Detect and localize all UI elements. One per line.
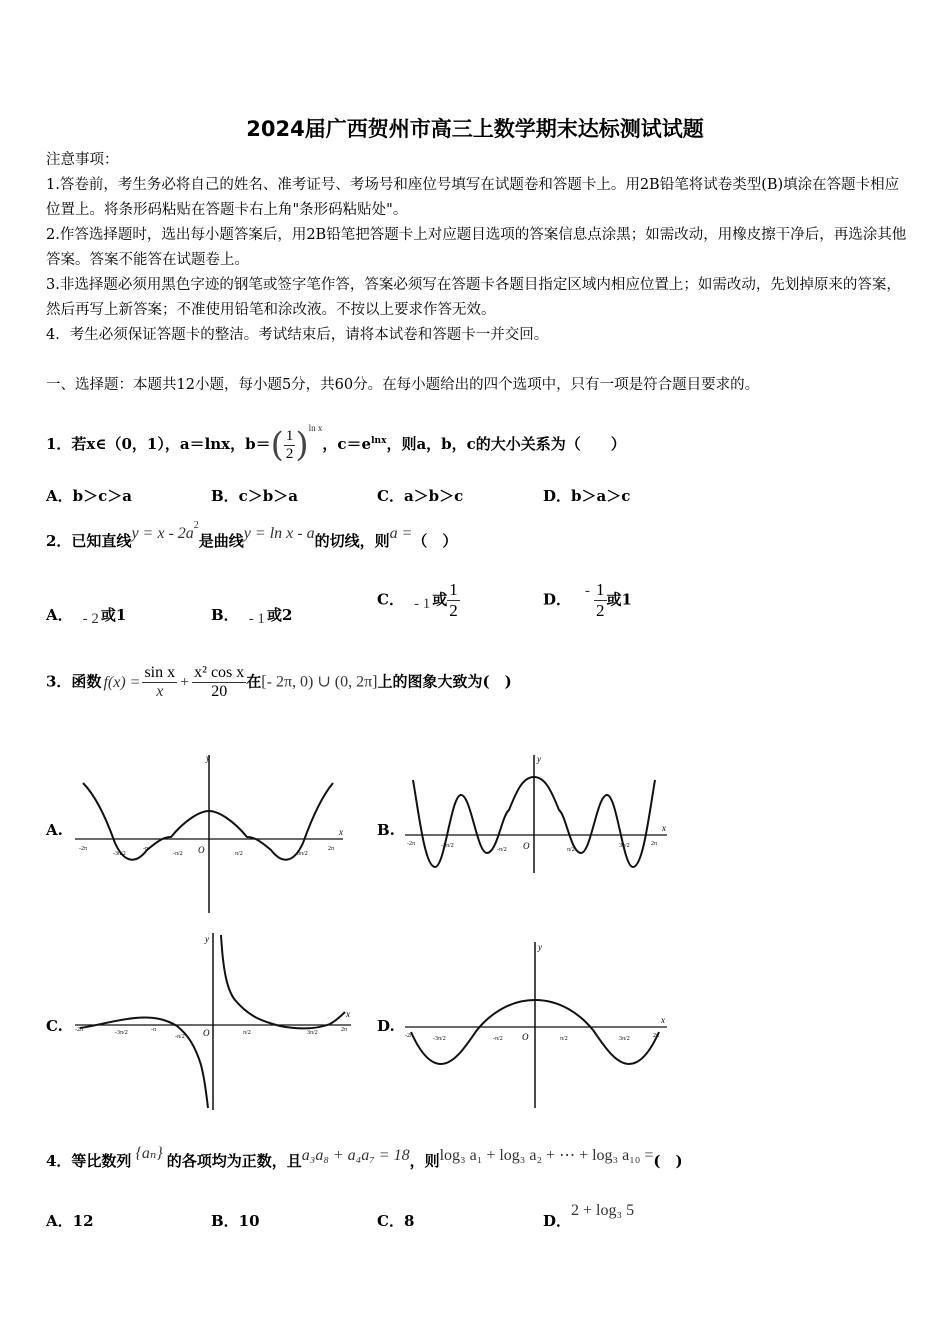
svg-text:-π/2: -π/2 — [173, 851, 183, 857]
q3-fx: f(x) = — [103, 673, 141, 691]
q2-stem-1: 2．已知直线 — [46, 532, 132, 550]
q1-b-den: 2 — [285, 445, 294, 462]
q3-option-a-label[interactable]: A. — [46, 821, 63, 839]
q4-stem-1: 4．等比数列 — [46, 1152, 132, 1170]
svg-text:3π/2: 3π/2 — [619, 843, 630, 849]
svg-text:x: x — [662, 823, 666, 833]
svg-text:-π/2: -π/2 — [175, 1034, 185, 1040]
q2-option-d[interactable] — [543, 580, 632, 621]
q2-option-c-v1: - 1 — [413, 595, 431, 612]
svg-text:π/2: π/2 — [243, 1030, 251, 1036]
question-3 — [46, 664, 512, 701]
q3-graph-a[interactable] — [75, 755, 350, 915]
q2-option-c[interactable] — [377, 580, 460, 621]
q4-option-d-math: 2 + log₃ 5 — [571, 1202, 635, 1219]
curve-left — [80, 1017, 208, 1108]
q3-term1-den: x — [156, 683, 164, 700]
q3-term2-num: x² cos x — [194, 664, 245, 681]
svg-text:-3π/2: -3π/2 — [113, 851, 126, 857]
svg-text:3π/2: 3π/2 — [619, 1036, 630, 1042]
q2-option-b-v2: 2 — [281, 606, 293, 624]
svg-text:O: O — [522, 1032, 529, 1042]
svg-text:3π/2: 3π/2 — [297, 851, 308, 857]
svg-text:y: y — [537, 755, 541, 764]
q3-term1 — [142, 664, 177, 701]
q4-stem-4: ( ) — [653, 1152, 683, 1170]
svg-text:O: O — [203, 1028, 210, 1038]
q2-option-d-label: D． — [543, 590, 572, 609]
q2-option-d-or: 或 — [606, 590, 622, 609]
svg-text:y: y — [538, 942, 542, 952]
q4-option-a[interactable]: A．12 — [46, 1212, 94, 1230]
q2-line-sup: 2 — [193, 520, 199, 531]
question-2 — [46, 520, 458, 551]
q2-curve-eq: y = ln x - a — [243, 525, 315, 542]
svg-text:-π: -π — [143, 846, 149, 852]
svg-text:-3π/2: -3π/2 — [115, 1030, 128, 1036]
q3-graph-c[interactable] — [75, 930, 355, 1112]
q2-var: a = — [389, 525, 413, 542]
notice-heading: 注意事项： — [46, 152, 119, 168]
q2-option-b-label: B． — [211, 606, 239, 624]
q2-option-b-or: 或 — [266, 606, 282, 624]
q2-option-a-or: 或 — [100, 606, 116, 624]
svg-text:π/2: π/2 — [235, 851, 243, 857]
q1-option-c[interactable]: C．a＞b＞c — [377, 487, 464, 505]
q2-option-b[interactable] — [211, 604, 292, 625]
q2-option-d-den: 2 — [596, 601, 605, 620]
q4-option-c[interactable]: C．8 — [377, 1212, 415, 1230]
q2-stem-4: （ ） — [412, 532, 458, 550]
q3-option-d-label[interactable]: D. — [377, 1017, 395, 1035]
svg-text:π/2: π/2 — [567, 847, 575, 853]
q2-option-a[interactable] — [46, 604, 126, 625]
q3-plus: + — [180, 673, 190, 691]
q1-stem-1: 1．若x∈（0，1），a＝lnx，b＝ — [46, 435, 271, 453]
question-4 — [46, 1145, 683, 1171]
section-heading: 一、选择题：本题共12小题，每小题5分，共60分。在每小题给出的四个选项中，只有一项是符合题目要求的。 — [46, 377, 760, 393]
q4-stem-2: 的各项均为正数，且 — [166, 1152, 302, 1170]
svg-text:2π: 2π — [651, 841, 658, 847]
svg-text:y: y — [206, 755, 210, 763]
q2-stem-2: 是曲线 — [198, 532, 244, 550]
svg-text:-3π/2: -3π/2 — [441, 843, 454, 849]
q4-option-d[interactable] — [543, 1202, 635, 1231]
notice-item-2: 2.作答选择题时，选出每小题答案后，用2B铅笔把答题卡上对应题目选项的答案信息点涂黑；如需改动，用橡皮擦干净后，再选涂其他答案。答案不能答在试题卷上。 — [46, 227, 907, 268]
q2-option-c-or: 或 — [432, 590, 448, 609]
q1-b-exponent: ln x — [308, 423, 323, 433]
svg-text:-2π: -2π — [405, 1033, 414, 1039]
q4-option-b[interactable]: B．10 — [211, 1212, 260, 1230]
svg-text:x: x — [661, 1015, 665, 1025]
page-title: 2024届广西贺州市高三上数学期末达标测试试题 — [246, 117, 704, 141]
q4-option-d-label: D． — [543, 1212, 572, 1230]
q2-option-a-v1: - 2 — [82, 611, 99, 627]
q2-option-c-num: 1 — [449, 580, 458, 599]
notice-item-4: 4．考生必须保证答题卡的整洁。考试结束后，请将本试卷和答题卡一并交回。 — [46, 327, 549, 343]
svg-text:π/2: π/2 — [560, 1036, 568, 1042]
q3-stem-3: 上的图象大致为( ) — [377, 672, 512, 691]
q3-option-b-label[interactable]: B. — [377, 821, 395, 839]
notice-item-1: 1.答卷前，考生务必将自己的姓名、准考证号、考场号和座位号填写在试题卷和答题卡上。用2B铅笔将试卷类型(B)填涂在答题卡相应位置上。将条形码粘贴在答题卡右上角"条形码粘贴处"。 — [46, 177, 900, 218]
q2-option-d-v2: 1 — [621, 590, 632, 609]
q2-option-c-den: 2 — [449, 601, 458, 620]
q3-stem-1: 3．函数 — [46, 672, 102, 691]
svg-text:y: y — [205, 934, 209, 944]
q2-option-d-sign: - — [585, 582, 591, 599]
svg-text:x: x — [346, 1009, 350, 1019]
q2-option-c-fraction — [447, 580, 460, 621]
q2-stem-3: 的切线，则 — [314, 532, 390, 550]
svg-text:x: x — [339, 827, 343, 837]
q4-expression: log₃ a₁ + log₃ a₂ + ⋯ + log₃ a₁₀ = — [439, 1147, 654, 1164]
svg-text:O: O — [198, 845, 205, 855]
svg-text:-2π: -2π — [75, 1027, 84, 1033]
q2-line-eq: y = x - 2a — [131, 525, 194, 542]
svg-text:3π/2: 3π/2 — [307, 1030, 318, 1036]
svg-text:-π/2: -π/2 — [497, 847, 507, 853]
q3-option-c-label[interactable]: C. — [46, 1017, 63, 1035]
q4-condition: a₃a₈ + a₄a₇ = 18 — [301, 1147, 410, 1164]
q2-option-b-v1: - 1 — [248, 611, 265, 627]
q1-option-a[interactable]: A．b＞c＞a — [46, 487, 132, 505]
svg-text:2π: 2π — [328, 846, 335, 852]
q4-sequence: {aₙ} — [135, 1145, 163, 1162]
q2-option-a-label: A． — [46, 606, 73, 624]
svg-text:-π/2: -π/2 — [493, 1036, 503, 1042]
q1-option-b[interactable]: B．c＞b＞a — [211, 487, 299, 505]
q2-option-d-fraction — [594, 580, 607, 621]
q2-option-c-label: C． — [377, 590, 404, 609]
q4-stem-3: ，则 — [409, 1152, 440, 1170]
q3-graph-b[interactable] — [405, 755, 670, 875]
curve-right — [221, 935, 345, 1028]
notice-item-3: 3.非选择题必须用黑色字迹的钢笔或签字笔作答，答案必须写在答题卡各题目指定区域内相应位置上；如需改动，先划掉原来的答案，然后再写上新答案；不准使用铅笔和涂改液。不按以上要求作答无效。 — [46, 277, 901, 318]
curve — [83, 783, 333, 860]
q1-c-exponent: lnx — [371, 436, 387, 446]
question-1: 1．若x∈（0，1），a＝lnx，b＝( $\frac{1}{2}$ )$^{ln x}$，$c=e^{lnx}$，则a，b，c的大小关系为（ ） — [46, 423, 626, 465]
q1-option-d[interactable]: D．b＞a＞c — [543, 487, 631, 505]
q3-term2-den: 20 — [211, 683, 228, 700]
q3-term1-num: sin x — [144, 664, 176, 681]
svg-text:O: O — [523, 841, 530, 851]
svg-text:-2π: -2π — [79, 846, 88, 852]
q1-stem-2: ，c＝e — [322, 435, 372, 453]
q1-stem-3: ，则a，b，c的大小关系为（ ） — [386, 435, 626, 453]
q3-stem-2: 在 — [246, 672, 262, 691]
svg-text:2π: 2π — [653, 1033, 660, 1039]
q3-term2 — [192, 664, 246, 701]
svg-text:2π: 2π — [341, 1027, 348, 1033]
svg-text:-π: -π — [151, 1027, 157, 1033]
svg-text:-2π: -2π — [407, 841, 416, 847]
q3-graph-d[interactable] — [405, 940, 670, 1110]
q2-option-a-v2: 1 — [115, 606, 127, 624]
q1-b-num: 1 — [285, 427, 294, 444]
q1-b-fraction — [284, 428, 296, 463]
q2-option-d-num: 1 — [596, 580, 605, 599]
svg-text:-3π/2: -3π/2 — [433, 1036, 446, 1042]
q3-domain: [- 2π, 0) ∪ (0, 2π] — [261, 673, 378, 691]
